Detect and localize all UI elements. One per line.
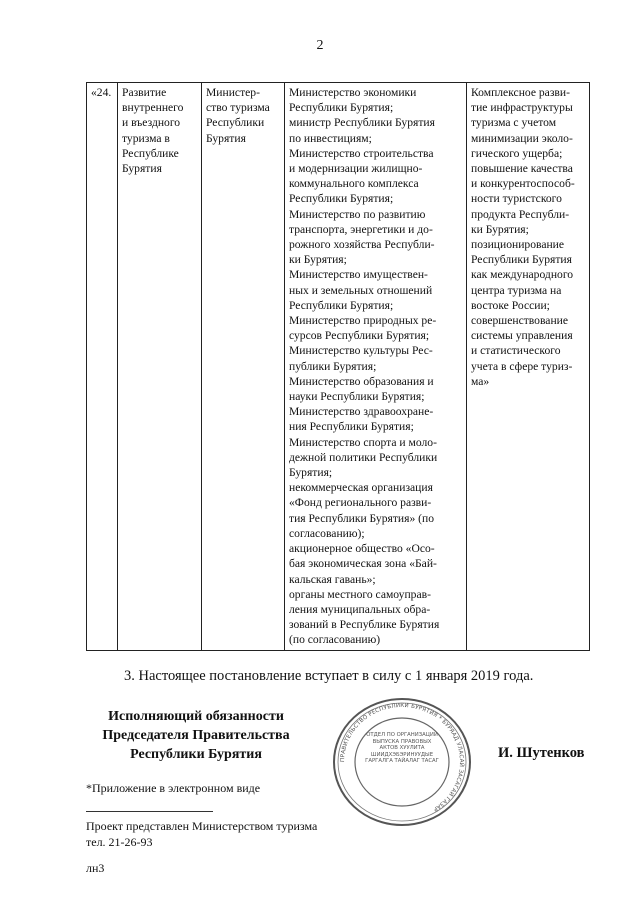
official-seal-stamp xyxy=(327,696,477,828)
seal-inner-text: ОТДЕЛ ПО ОРГАНИЗАЦИИ ВЫПУСКА ПРАВОВЫХ АКТОВ ХУУЛИТА ШИИДХЭБЭРИНУУДЫЕ ГАРГАЛГА ТАЙАЛАГ ТАСАГ xyxy=(365,732,439,765)
project-note-line: Проект представлен Министерством туризма xyxy=(86,819,318,833)
responsible-executor-cell: Министер- ство туризма Республики Бурятия xyxy=(202,83,285,651)
appendix-note: *Приложение в электронном виде xyxy=(86,781,261,795)
program-name-cell: Развитие внутреннего и въездного туризма в Республике Бурятия xyxy=(118,83,202,651)
signer-title-line: Исполняющий обязанности xyxy=(108,709,284,724)
project-note xyxy=(86,818,317,850)
effective-date-clause: 3. Настоящее постановление вступает в силу с 1 января 2019 года. xyxy=(124,668,534,684)
signer-title-line: Республики Бурятия xyxy=(130,747,262,762)
row-number-cell: «24. xyxy=(87,83,118,651)
coexecutors-cell: Министерство экономики Республики Бурятия; министр Республики Бурятия по инвестициям; Министерство строительства и модернизации жилищно- коммунального комплекса Республики Бурятия; Министерство по развитию транспорта, энергетики и до- рожного хозяйства Республи- ки Бурятия; Министерство имуществен- ных и земельных отношений Республики Бурятия; Министерство природных ре- сурсов Республики Бурятия; Министерство культуры Рес- публики Бурятия; Министерство образования и науки Республики Бурятия; Министерство здравоохране- ния Республики Бурятия; Министерство спорта и моло- дежной политики Республики Бурятия; некоммерческая организация «Фонд регионального разви- тия Республики Бурятия» (по согласованию); акционерное общество «Осо- бая экономическая зона «Бай- кальская гавань»; органы местного самоуправ- ления муниципальных обра- зований в Республике Бурятия (по согласованию) xyxy=(285,83,467,651)
page-number: 2 xyxy=(316,38,324,53)
table-row xyxy=(87,83,590,651)
program-table xyxy=(86,82,590,651)
seal-outer-text: ПРАВИТЕЛЬСТВО РЕСПУБЛИКИ БУРЯТИЯ * БУРЯАД УЛАСАЙ ЗАСАГАЙ ГАЗАР xyxy=(339,702,465,812)
signer-title xyxy=(86,707,306,764)
project-phone-line: тел. 21-26-93 xyxy=(86,835,153,849)
signer-title-line: Председателя Правительства xyxy=(102,728,290,743)
footnote-divider xyxy=(86,811,213,812)
signer-name: И. Шутенков xyxy=(498,745,585,761)
goals-cell: Комплексное разви- тие инфраструктуры туризма с учетом минимизации эколо- гического ущерба; повышение качества и конкурентоспособ- ности туристского продукта Республи- ки Бурятия; позиционирование Республики Бурятия как международного центра туризма на востоке России; совершенствование системы управления и статистического учета в сфере туриз- ма» xyxy=(467,83,590,651)
document-code: лн3 xyxy=(86,861,105,875)
